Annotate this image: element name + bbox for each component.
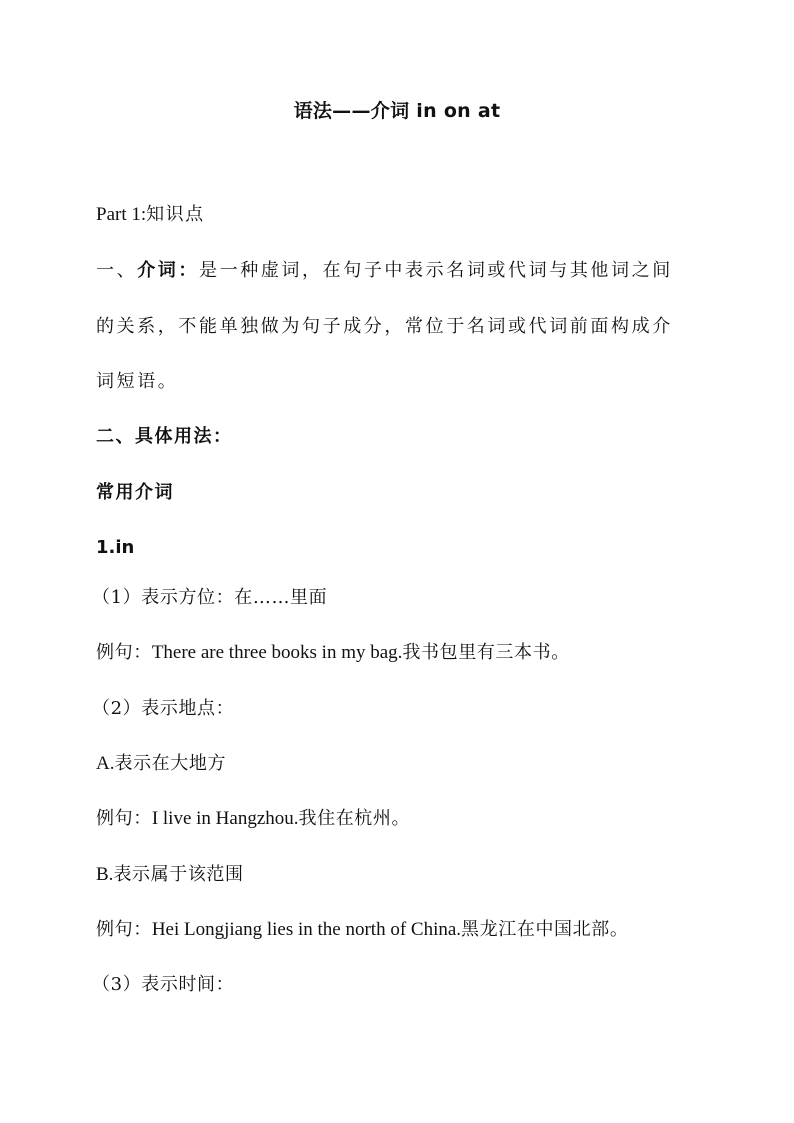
section1-line1 [96,258,716,284]
section2-heading: 二、具体用法： [96,426,233,447]
item1-sub2-b [96,862,716,888]
sub2-b-text: 表示属于该范围 [113,864,244,885]
section1-line2: 的关系，不能单独做为句子成分，常位于名词或代词前面构成介 [96,316,673,337]
page-title: 语法——介词 in on at [293,100,501,122]
item1-sub3-label: （3）表示时间： [92,974,235,995]
item1-sub2-a [96,751,716,777]
part1-heading [96,202,716,228]
example-english: There are three books in my bag. [151,642,403,663]
section1-line3: 词短语。 [96,371,179,392]
example-prefix: 例句： [96,919,152,940]
section1-text1: 是一种虚词，在句子中表示名词或代词与其他词之间 [199,260,673,281]
part1-prefix: Part 1: [96,204,147,225]
example-prefix: 例句： [96,642,152,663]
example-prefix: 例句： [96,808,152,829]
item1-sub2-label: （2）表示地点： [92,698,235,719]
example-english: I live in Hangzhou. [151,808,299,829]
example-chinese: 我住在杭州。 [298,808,411,829]
item1-sub1-label: （1）表示方位：在……里面 [92,587,328,608]
item1-sub1-example [96,640,716,666]
item1-sub2-b-example [96,917,716,943]
sub2-a-prefix: A. [96,753,115,774]
section1-term: 介词： [137,260,200,281]
example-chinese: 我书包里有三本书。 [402,642,570,663]
item1-heading: 1.in [96,537,135,558]
part1-label: 知识点 [146,204,205,225]
example-chinese: 黑龙江在中国北部。 [461,919,629,940]
section1-number: 一、 [96,260,138,281]
sub2-b-prefix: B. [96,864,114,885]
sub2-a-text: 表示在大地方 [114,753,227,774]
example-english: Hei Longjiang lies in the north of China. [151,919,462,940]
common-prepositions-heading: 常用介词 [96,482,174,503]
item1-sub2-a-example [96,806,716,832]
